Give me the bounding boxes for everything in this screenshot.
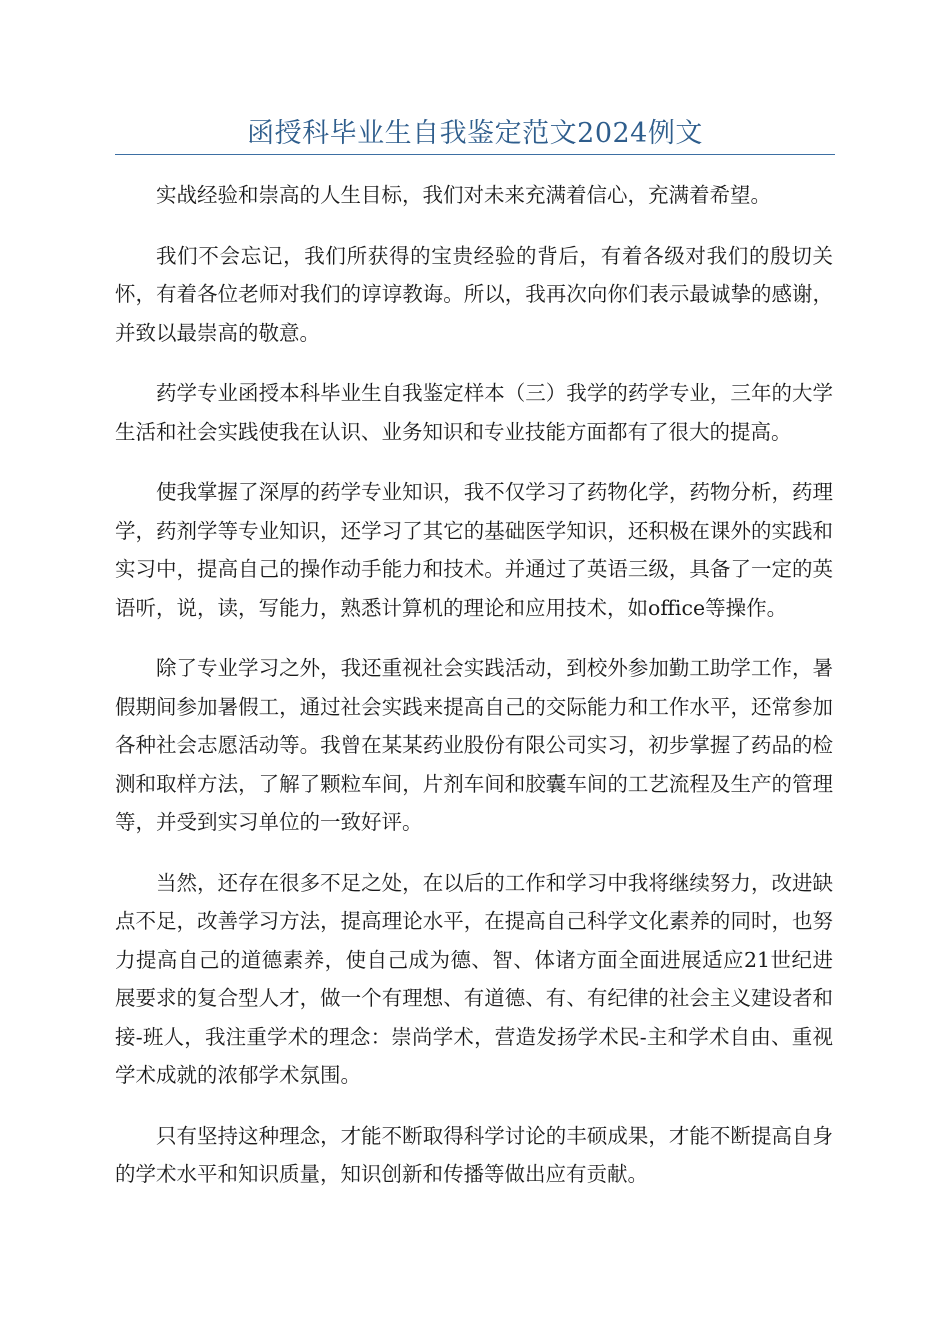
document-title: 函授科毕业生自我鉴定范文2024例文 [247,118,703,149]
paragraph-7: 只有坚持这种理念，才能不断取得科学讨论的丰硕成果，才能不断提高自身的学术水平和知识质量，知识创新和传播等做出应有贡献。 [115,1123,833,1186]
title-underline [115,154,835,155]
paragraph-2: 我们不会忘记，我们所获得的宝贵经验的背后，有着各级对我们的殷切关怀，有着各位老师对我们的谆谆教诲。所以，我再次向你们表示最诚挚的感谢，并致以最崇高的敬意。 [115,243,833,345]
paragraph-5: 除了专业学习之外，我还重视社会实践活动，到校外参加勤工助学工作，暑假期间参加暑假工，通过社会实践来提高自己的交际能力和工作水平，还常参加各种社会志愿活动等。我曾在某某药业股份有限公司实习，初步掌握了药品的检测和取样方法，了解了颗粒车间，片剂车间和胶囊车间的工艺流程及生产的管理等，并受到实习单位的一致好评。 [115,656,833,834]
paragraph-4: 使我掌握了深厚的药学专业知识，我不仅学习了药物化学，药物分析，药理学，药剂学等专业知识，还学习了其它的基础医学知识，还积极在课外的实践和实习中，提高自己的操作动手能力和技术。并通过了英语三级，具备了一定的英语听，说，读，写能力，熟悉计算机的理论和应用技术，如office等操作。 [115,480,833,620]
paragraph-6: 当然，还存在很多不足之处，在以后的工作和学习中我将继续努力，改进缺点不足，改善学习方法，提高理论水平，在提高自己科学文化素养的同时，也努力提高自己的道德素养，使自己成为德、智、体诸方面全面进展适应21世纪进展要求的复合型人才，做一个有理想、有道德、有、有纪律的社会主义建设者和接-班人，我注重学术的理念：崇尚学术，营造发扬学术民-主和学术自由、重视学术成就的浓郁学术氛围。 [115,870,833,1087]
paragraph-3: 药学专业函授本科毕业生自我鉴定样本（三）我学的药学专业，三年的大学生活和社会实践使我在认识、业务知识和专业技能方面都有了很大的提高。 [115,381,833,444]
document-body [115,176,833,1216]
paragraph-1: 实战经验和崇高的人生目标，我们对未来充满着信心，充满着希望。 [156,183,771,207]
